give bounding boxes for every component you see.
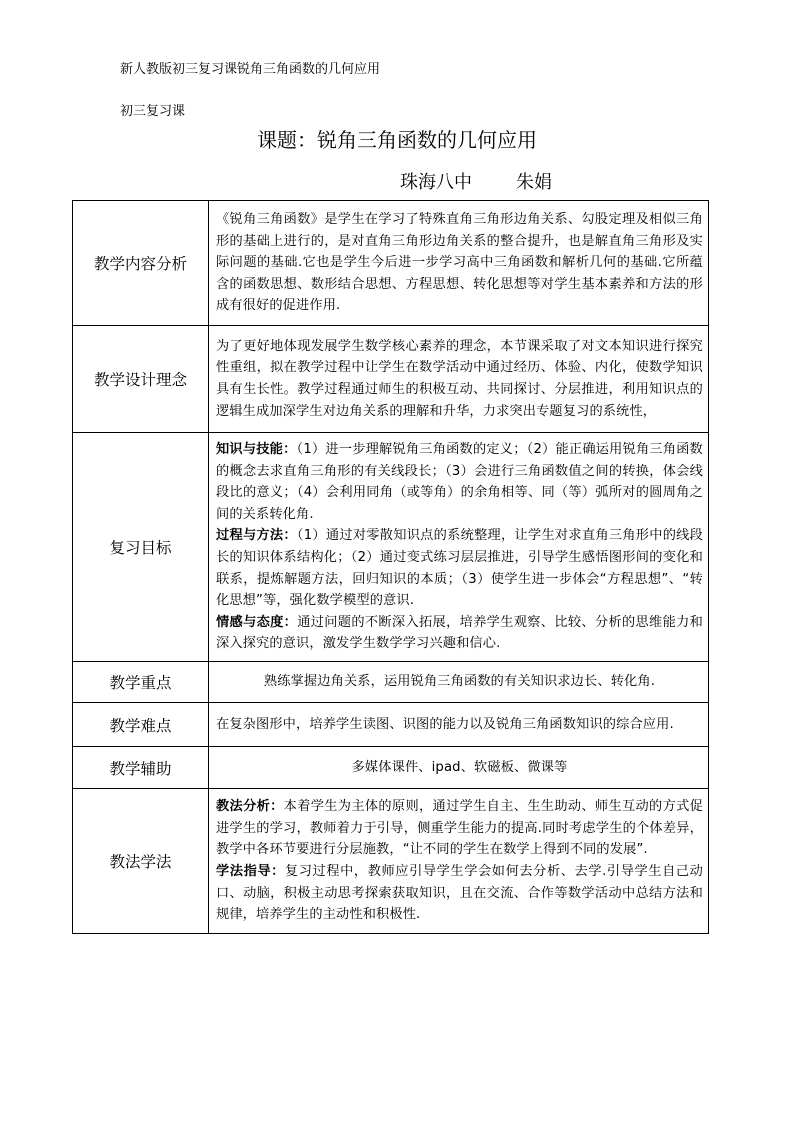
row-content: 多媒体课件、ipad、软磁板、微课等 [209,747,709,789]
table-row [73,433,709,662]
paragraph-heading: 教法分析： [216,799,284,815]
row-content [209,433,709,662]
lesson-plan-table [72,200,709,934]
paragraph-text: （1）进一步理解锐角三角函数的定义；（2）能正确运用锐角三角函数的概念去求直角三角形的有关线段长；（3）会进行三角函数值之间的转换，体会线段比的意义；（4）会利用同角（或等角）的余角相等、同（等）弧所对的圆周角之间的关系转化角. [216,442,703,522]
paragraph-heading: 知识与技能： [216,442,297,458]
table-row [73,326,709,433]
paragraph-heading: 过程与方法： [216,528,297,544]
row-label: 教学内容分析 [73,201,209,326]
row-label: 教法学法 [73,789,209,934]
table-row [73,201,709,326]
paragraph [216,525,703,611]
paragraph [216,612,703,655]
author-line [400,168,552,194]
document-subheader: 初三复习课 [120,104,186,119]
paragraph-text: （1）通过对零散知识点的系统整理，让学生对求直角三角形中的线段长的知识体系结构化；（2）通过变式练习层层推进，引导学生感悟图形间的变化和联系，提炼解题方法，回归知识的本质；（3）使学生进一步体会“方程思想”、“转化思想”等，强化数学模型的意识. [216,528,703,609]
table-row [73,747,709,789]
paragraph-text: 通过问题的不断深入拓展，培养学生观察、比较、分析的思维能力和深入探究的意识，激发学生数学学习兴趣和信心. [216,614,703,652]
table-row [73,662,709,703]
author-name: 朱娟 [516,172,552,193]
paragraph-text: 本着学生为主体的原则，通过学生自主、生生助动、师生互动的方式促进学生的学习，教师着力于引导，侧重学生能力的提高.同时考虑学生的个体差异，教学中各环节要进行分层施教，“让不同的学生在数学上得到不同的发展”. [216,799,703,858]
table-row [73,789,709,934]
lesson-title: 课题：锐角三角函数的几何应用 [257,128,537,152]
row-content: 《锐角三角函数》是学生在学习了特殊直角三角形边角关系、勾股定理及相似三角形的基础上进行的，是对直角三角形边角关系的整合提升，也是解直角三角形及实际问题的基础.它也是学生今后进一步学习高中三角函数和解析几何的基础.它所蕴含的函数思想、数形结合思想、方程思想、转化思想等对学生基本素养和方法的形成有很好的促进作用. [209,201,709,326]
paragraph-text: 复习过程中，教师应引导学生学会如何去分析、去学.引导学生自己动口、动脑，积极主动思考探索获取知识，且在交流、合作等数学活动中总结方法和规律，培养学生的主动性和积极性. [216,864,703,923]
author-school: 珠海八中 [400,172,472,193]
paragraph-heading: 学法指导： [216,864,285,879]
paragraph [216,439,703,525]
row-label: 教学难点 [73,703,209,747]
row-content: 为了更好地体现发展学生数学核心素养的理念，本节课采取了对文本知识进行探究性重组，拟在教学过程中让学生在数学活动中通过经历、体验、内化，使数学知识具有生长性。教学过程通过师生的积极互动、共同探讨、分层推进，利用知识点的逻辑生成加深学生对边角关系的理解和升华，力求突出专题复习的系统性， [209,326,709,433]
table-row [73,703,709,747]
paragraph [216,861,703,926]
row-content [209,789,709,934]
row-content: 在复杂图形中，培养学生读图、识图的能力以及锐角三角函数知识的综合应用. [209,703,709,747]
row-label: 教学设计理念 [73,326,209,433]
paragraph [216,796,703,861]
row-label: 教学辅助 [73,747,209,789]
paragraph-heading: 情感与态度： [216,614,298,630]
document-header: 新人教版初三复习课锐角三角函数的几何应用 [120,62,381,77]
row-label: 教学重点 [73,662,209,703]
row-label: 复习目标 [73,433,209,662]
row-content: 熟练掌握边角关系，运用锐角三角函数的有关知识求边长、转化角. [209,662,709,703]
